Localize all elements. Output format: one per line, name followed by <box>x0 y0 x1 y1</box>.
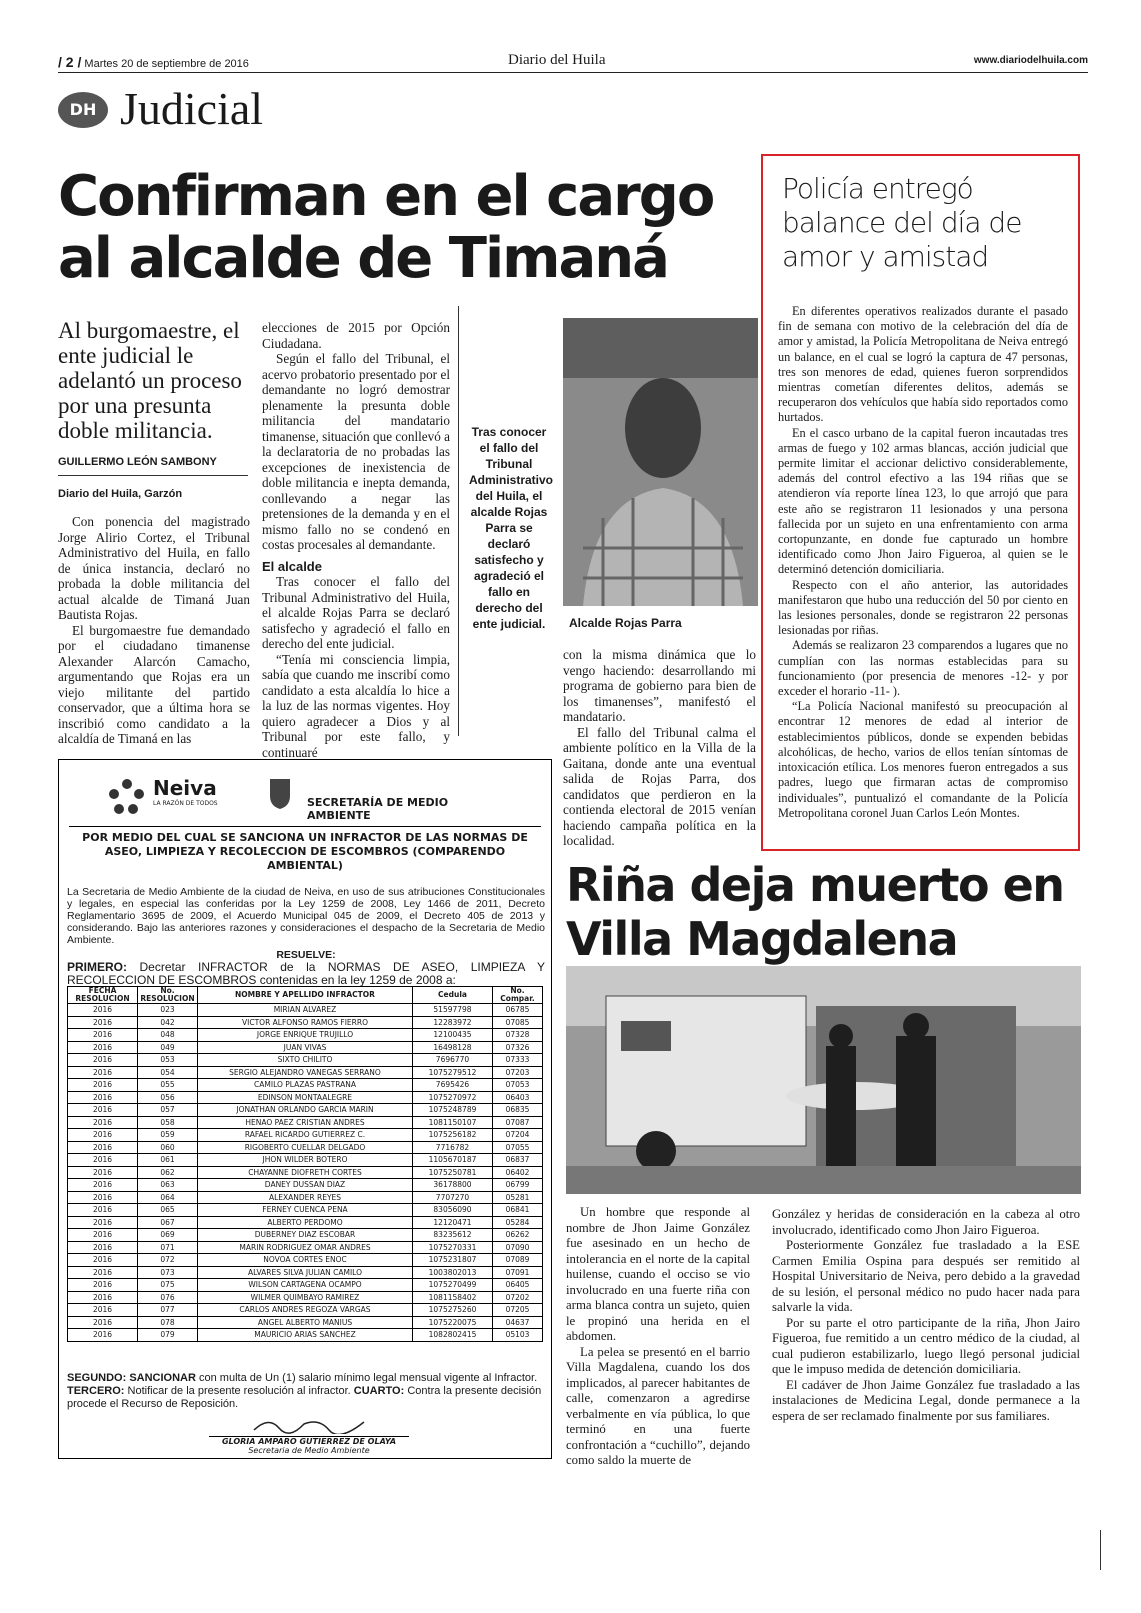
paragraph: El cadáver de Jhon Jaime González fue trasladado a las instalaciones de Medicina Legal, donde permanece a la espera de ser reclamado finalmente por sus familiares. <box>772 1377 1080 1423</box>
table-cell: JUAN VIVAS <box>198 1041 413 1054</box>
intro-text: La Secretaria de Medio Ambiente de la ciudad de Neiva, en uso de sus atribuciones Constitucionales y legales, en especial las conferidas por la Ley 1259 de 2008, Ley 1466 de 2011, Decreto Reglamentario 3695 de 2009, el Acuerdo Municipal 045 de 2009, el Decreto 405 de 2013 y considerando. Bajo las anteriores razones y consideraciones el despacho de la Secretaria de Medio Ambiente. <box>67 886 545 946</box>
table-row <box>68 1154 543 1167</box>
table-row <box>68 1241 543 1254</box>
table-row <box>68 1291 543 1304</box>
rina-column-1 <box>566 1205 750 1469</box>
table-cell: 1105670187 <box>413 1154 493 1167</box>
table-cell: ALEXANDER REYES <box>198 1191 413 1204</box>
table-row <box>68 1329 543 1342</box>
table-cell: DUBERNEY DIAZ ESCOBAR <box>198 1229 413 1242</box>
folio-rule <box>58 72 1088 73</box>
table-cell: 072 <box>138 1254 198 1267</box>
table-cell: 2016 <box>68 1166 138 1179</box>
table-cell: 061 <box>138 1154 198 1167</box>
table-cell: 023 <box>138 1004 198 1017</box>
table-cell: VICTOR ALFONSO RAMOS FIERRO <box>198 1016 413 1029</box>
table-cell: 067 <box>138 1216 198 1229</box>
table-cell: 07326 <box>493 1041 543 1054</box>
table-cell: WILMER QUIMBAYO RAMIREZ <box>198 1291 413 1304</box>
tercero-label: TERCERO: <box>67 1385 125 1397</box>
table-cell: 065 <box>138 1204 198 1217</box>
table-cell: 071 <box>138 1241 198 1254</box>
table-cell: 2016 <box>68 1191 138 1204</box>
table-cell: 1075279512 <box>413 1066 493 1079</box>
table-row <box>68 1116 543 1129</box>
table-cell: 06837 <box>493 1154 543 1167</box>
rina-column-2 <box>772 1207 1080 1424</box>
column-header: FECHA RESOLUCION <box>68 987 138 1004</box>
table-cell: 36178800 <box>413 1179 493 1192</box>
table-cell: 056 <box>138 1091 198 1104</box>
notice-header <box>107 770 507 826</box>
table-cell: 2016 <box>68 1029 138 1042</box>
dateline: Diario del Huila, Garzón <box>58 488 183 500</box>
table-row <box>68 1216 543 1229</box>
table-cell: 2016 <box>68 1054 138 1067</box>
table-cell: 057 <box>138 1104 198 1117</box>
table-cell: 063 <box>138 1179 198 1192</box>
neiva-logo-icon <box>107 776 147 816</box>
table-cell: 058 <box>138 1116 198 1129</box>
page-number: / 2 / <box>58 54 82 70</box>
table-cell: MAURICIO ARIAS SANCHEZ <box>198 1329 413 1342</box>
table-row <box>68 1054 543 1067</box>
signer-title: Secretaria de Medio Ambiente <box>248 1446 370 1455</box>
resuelve-label: RESUELVE: <box>276 949 336 961</box>
table-row <box>68 1266 543 1279</box>
paragraph: González y heridas de consideración en la cabeza al otro involucrado, identificado como Jhon Jairo Figueroa. <box>772 1207 1080 1237</box>
table-cell: 05103 <box>493 1329 543 1342</box>
column-header: NOMBRE Y APELLIDO INFRACTOR <box>198 987 413 1004</box>
table-cell: 077 <box>138 1304 198 1317</box>
paragraph: Respecto con el año anterior, las autoridades manifestaron que hubo una reducción del 50 por ciento en las lesiones personales, donde se registraron 22 personas lesionadas por riñas. <box>778 577 1068 638</box>
table-cell: 7716782 <box>413 1141 493 1154</box>
main-column-2 <box>262 320 450 760</box>
paragraph: En diferentes operativos realizados durante el pasado fin de semana con motivo de la celebración del día de amor y amistad, la Policía Metropolitana de Neiva entregó un balance, en el cual se logró la captura de 47 personas, tres son menores de edad, quienes fueron sorprendidos mientras cometían diferentes delitos, además se recuperaron dos vehículos que había sido reportados como hurtados. <box>778 304 1068 425</box>
paragraph: La pelea se presentó en el barrio Villa Magdalena, cuando los dos implicados, al parecer habitantes de calle, comenzaron a agredirse verbalmente en vía pública, lo que terminó en una fuerte confrontación a “cuchillo”, dejando como saldo la muerte de <box>566 1344 750 1467</box>
table-row <box>68 1166 543 1179</box>
table-cell: 2016 <box>68 1141 138 1154</box>
table-cell: 16498128 <box>413 1041 493 1054</box>
table-cell: 1075248789 <box>413 1104 493 1117</box>
table-cell: 12283972 <box>413 1016 493 1029</box>
table-cell: 06403 <box>493 1091 543 1104</box>
table-cell: 2016 <box>68 1179 138 1192</box>
table-cell: 07089 <box>493 1254 543 1267</box>
primero-text: Decretar INFRACTOR de la NORMAS DE ASEO, LIMPIEZA Y RECOLECCION DE ESCOMBROS contenidas en la ley 1259 de 2008 a: <box>67 960 545 987</box>
department-name: SECRETARÍA DE MEDIO AMBIENTE <box>307 796 449 822</box>
main-column-3 <box>563 647 756 849</box>
notice-intro <box>67 886 545 987</box>
table-cell: ALBERTO PERDOMO <box>198 1216 413 1229</box>
page-edge-mark <box>1100 1530 1101 1570</box>
table-cell: 04637 <box>493 1316 543 1329</box>
table-row <box>68 1091 543 1104</box>
coat-of-arms-icon <box>267 776 293 810</box>
table-cell: 12100435 <box>413 1029 493 1042</box>
table-cell: MIRIAN ALVAREZ <box>198 1004 413 1017</box>
table-cell: 2016 <box>68 1329 138 1342</box>
paragraph: con la misma dinámica que lo vengo haciendo: desarrollando mi programa de gobierno para bien de los timanenses”, manifestó el mandatario. <box>563 647 756 724</box>
segundo-label: SEGUNDO: SANCIONAR <box>67 1372 196 1384</box>
table-cell: 1081158402 <box>413 1291 493 1304</box>
paragraph: Por su parte el otro participante de la riña, Jhon Jairo Figueroa, fue remitido a un centro médico de la ciudad, al cual pudieron estabilizarlo, luego llegó personal judicial que le impuso medida de detención domiciliaria. <box>772 1315 1080 1376</box>
notice-title: POR MEDIO DEL CUAL SE SANCIONA UN INFRACTOR DE LAS NORMAS DE ASEO, LIMPIEZA Y RECOLECCION DE ESCOMBROS (COMPARENDO AMBIENTAL) <box>69 826 541 873</box>
paragraph: Además se realizaron 23 comparendos a lugares que no cumplían con las normas establecidas para su funcionamiento (por presencia de menores -12- y por exceder el horario -11- ). <box>778 638 1068 699</box>
table-cell: JONATHAN ORLANDO GARCIA MARIN <box>198 1104 413 1117</box>
table-cell: 06835 <box>493 1104 543 1117</box>
table-cell: 07333 <box>493 1054 543 1067</box>
paragraph: Un hombre que responde al nombre de Jhon Jaime González fue asesinado en un hecho de intolerancia en el norte de la capital huilense, cuando el occiso se vio involucrado en una fuerte riña con arma blanca contra un sujeto, quien le propinó una herida en el abdomen. <box>566 1205 750 1343</box>
table-cell: 2016 <box>68 1041 138 1054</box>
table-cell: 05284 <box>493 1216 543 1229</box>
table-cell: 053 <box>138 1054 198 1067</box>
table-cell: 1075220075 <box>413 1316 493 1329</box>
table-cell: 07203 <box>493 1066 543 1079</box>
table-cell: 2016 <box>68 1279 138 1292</box>
paragraph: En el casco urbano de la capital fueron incautadas tres armas de fuego y 102 armas blancas, acción judicial que permite limitar el accionar delictivo considerablemente, además del control efectivo a las 194 riñas que se atendieron vía reporte línea 123, lo que arrojó que para este año se registraron 11 lesionados y una persona fallecida por un sujeto en una enfrentamiento con arma cortopunzante, en donde fue capturado un hombre identificado como Jhon Jairo Figueroa, al quien se le determinó detención domiciliaria. <box>778 425 1068 577</box>
paragraph: Con ponencia del magistrado Jorge Alirio Cortez, el Tribunal Administrativo del Huila, en fallo de única instancia, declaró no probada la doble militancia del actual alcalde de Timaná Juan Bautista Rojas. <box>58 514 250 622</box>
table-cell: 078 <box>138 1316 198 1329</box>
table-cell: 07204 <box>493 1129 543 1142</box>
table-cell: 2016 <box>68 1316 138 1329</box>
table-cell: HENAO PAEZ CRISTIAN ANDRES <box>198 1116 413 1129</box>
table-cell: 076 <box>138 1291 198 1304</box>
table-cell: 07091 <box>493 1266 543 1279</box>
signature-block <box>209 1416 409 1455</box>
table-cell: 054 <box>138 1066 198 1079</box>
table-cell: CAMILO PLAZAS PASTRANA <box>198 1079 413 1092</box>
main-headline: Confirman en el cargo al alcalde de Timaná <box>58 164 714 291</box>
page-folio <box>58 52 1088 72</box>
table-cell: 07055 <box>493 1141 543 1154</box>
table-cell: 2016 <box>68 1016 138 1029</box>
table-row <box>68 1229 543 1242</box>
table-cell: 06405 <box>493 1279 543 1292</box>
table-cell: 06262 <box>493 1229 543 1242</box>
table-cell: 2016 <box>68 1204 138 1217</box>
table-cell: SERGIO ALEJANDRO VANEGAS SERRANO <box>198 1066 413 1079</box>
police-headline: Policía entregó balance del día de amor y amistad <box>782 172 1022 273</box>
table-cell: 2016 <box>68 1129 138 1142</box>
table-cell: JORGE ENRIQUE TRUJILLO <box>198 1029 413 1042</box>
table-cell: 042 <box>138 1016 198 1029</box>
table-cell: 2016 <box>68 1216 138 1229</box>
table-cell: 1082802415 <box>413 1329 493 1342</box>
handwritten-signature <box>249 1416 369 1434</box>
table-row <box>68 1004 543 1017</box>
mayor-portrait-image <box>563 318 758 606</box>
table-cell: 2016 <box>68 1266 138 1279</box>
paragraph: elecciones de 2015 por Opción Ciudadana. <box>262 320 450 351</box>
table-row <box>68 1141 543 1154</box>
table-row <box>68 1029 543 1042</box>
table-cell: 073 <box>138 1266 198 1279</box>
table-cell: 07090 <box>493 1241 543 1254</box>
table-cell: 055 <box>138 1079 198 1092</box>
table-cell: ANGEL ALBERTO MANIUS <box>198 1316 413 1329</box>
table-cell: 12120471 <box>413 1216 493 1229</box>
table-cell: 2016 <box>68 1291 138 1304</box>
table-cell: 2016 <box>68 1004 138 1017</box>
table-cell: WILSON CARTAGENA OCAMPO <box>198 1279 413 1292</box>
table-cell: 07053 <box>493 1079 543 1092</box>
notice-footer <box>67 1372 545 1411</box>
table-cell: NOVOA CORTES ENOC <box>198 1254 413 1267</box>
table-row <box>68 1104 543 1117</box>
table-cell: 075 <box>138 1279 198 1292</box>
table-cell: 2016 <box>68 1154 138 1167</box>
paragraph: El burgomaestre fue demandado por el ciudadano timanense Alexander Alarcón Camacho, argumentando que Rojas era un viejo militante del partido conservador, que a última hora se inscribió como candidato a la alcaldía de Timaná en las <box>58 622 250 746</box>
table-cell: 07202 <box>493 1291 543 1304</box>
table-cell: ALVARES SILVA JULIAN CAMILO <box>198 1266 413 1279</box>
table-cell: 51597798 <box>413 1004 493 1017</box>
table-cell: 2016 <box>68 1091 138 1104</box>
table-row <box>68 1304 543 1317</box>
column-header: No. Compar. <box>493 987 543 1004</box>
table-row <box>68 1129 543 1142</box>
paragraph: “Tenía mi consciencia limpia, sabía que cuando me inscribí como candidato a esta alcaldía lo hice a la luz de las normas vigentes. Hoy quiero agradecer a Dios y al Tribunal por este fallo, y continuaré <box>262 651 450 760</box>
table-row <box>68 1041 543 1054</box>
segundo-text: con multa de Un (1) salario mínimo legal mensual vigente al Infractor. <box>199 1372 538 1384</box>
table-cell: 1003802013 <box>413 1266 493 1279</box>
table-cell: RAFAEL RICARDO GUTIERREZ C. <box>198 1129 413 1142</box>
legal-notice <box>58 759 552 1459</box>
table-row <box>68 1279 543 1292</box>
table-cell: 2016 <box>68 1229 138 1242</box>
table-row <box>68 1204 543 1217</box>
masthead: Diario del Huila <box>508 52 606 68</box>
table-cell: 7707270 <box>413 1191 493 1204</box>
table-cell: 059 <box>138 1129 198 1142</box>
subhead: El alcalde <box>262 558 322 574</box>
table-cell: 2016 <box>68 1241 138 1254</box>
paragraph: Tras conocer el fallo del Tribunal Administrativo del Huila, el alcalde Rojas Parra se declaró satisfecho y agradeció el fallo en derecho del ente judicial. <box>262 574 450 651</box>
website-url: www.diariodelhuila.com <box>973 55 1088 66</box>
cuarto-label: CUARTO: <box>353 1385 405 1397</box>
table-cell: 7695426 <box>413 1079 493 1092</box>
table-cell: RIGOBERTO CUELLAR DELGADO <box>198 1141 413 1154</box>
table-cell: 05281 <box>493 1191 543 1204</box>
table-cell: 2016 <box>68 1116 138 1129</box>
main-deck: Al burgomaestre, el ente judicial le adelantó un proceso por una presunta doble militancia. <box>58 318 242 443</box>
table-cell: 7696770 <box>413 1054 493 1067</box>
table-cell: 1075270972 <box>413 1091 493 1104</box>
column-header: Cedula <box>413 987 493 1004</box>
paragraph: El fallo del Tribunal calma el ambiente político en la Villa de la Gaitana, donde ante una eventual salida de Rojas Parra, dos candidatos que perdieron en la contienda electoral de 2015 venían haciendo campaña política en la localidad. <box>563 724 756 848</box>
table-cell: 06785 <box>493 1004 543 1017</box>
column-divider <box>458 306 459 736</box>
table-cell: 1075231807 <box>413 1254 493 1267</box>
table-cell: SIXTO CHILITO <box>198 1054 413 1067</box>
table-cell: 06402 <box>493 1166 543 1179</box>
table-row <box>68 1079 543 1092</box>
table-cell: 060 <box>138 1141 198 1154</box>
column-header: No. RESOLUCION <box>138 987 198 1004</box>
table-cell: 06799 <box>493 1179 543 1192</box>
dh-logo-badge: DH <box>58 92 108 128</box>
table-cell: 079 <box>138 1329 198 1342</box>
table-cell: 07087 <box>493 1116 543 1129</box>
issue-date: Martes 20 de septiembre de 2016 <box>84 58 249 70</box>
infractor-table <box>67 986 543 1342</box>
table-cell: 2016 <box>68 1066 138 1079</box>
table-row <box>68 1191 543 1204</box>
table-cell: 2016 <box>68 1079 138 1092</box>
paragraph: Posteriormente González fue trasladado a la ESE Carmen Emilia Ospina para después ser remitido al Hospital Universitario de Neiva, pero debido a la gravedad de su lesión, el personal médico no pudo hacer nada para salvarle la vida. <box>772 1238 1080 1314</box>
section-title: Judicial <box>120 83 264 134</box>
rina-headline: Riña deja muerto en Villa Magdalena <box>566 858 1064 966</box>
table-cell: 83235612 <box>413 1229 493 1242</box>
table-cell: 1075250781 <box>413 1166 493 1179</box>
table-cell: DANEY DUSSAN DIAZ <box>198 1179 413 1192</box>
crime-scene-photo <box>566 966 1081 1194</box>
table-row <box>68 1179 543 1192</box>
table-cell: 1075270331 <box>413 1241 493 1254</box>
byline: GUILLERMO LEÓN SAMBONY <box>58 456 217 468</box>
table-cell: 2016 <box>68 1104 138 1117</box>
table-cell: MARIN RODRIGUEZ OMAR ANDRES <box>198 1241 413 1254</box>
table-cell: CHAYANNE DIOFRETH CORTES <box>198 1166 413 1179</box>
table-cell: 07205 <box>493 1304 543 1317</box>
cuarto-text: Contra la presente decisión procede el Recurso de Reposición. <box>67 1385 542 1410</box>
table-cell: 048 <box>138 1029 198 1042</box>
table-cell: 83056090 <box>413 1204 493 1217</box>
paragraph: Según el fallo del Tribunal, el acervo probatorio presentado por el demandante no logró demostrar plenamente la presunta doble militancia del mandatario timanense, situación que conllevó a la declaratoria de no probadas las excepciones de inexistencia de doble militancia e inepta demanda, conllevando a negar las pretensiones de la demanda y en el mismo fallo no se condenó en costas procesales al demandante. <box>262 351 450 552</box>
table-row <box>68 1316 543 1329</box>
photo-caption: Alcalde Rojas Parra <box>569 616 682 630</box>
table-cell: 07328 <box>493 1029 543 1042</box>
pull-quote: Tras conocer el fallo del Tribunal Administrativo del Huila, el alcalde Rojas Parra se declaró satisfecho y agradeció el fallo en derecho del ente judicial. <box>469 425 554 631</box>
table-row <box>68 1254 543 1267</box>
table-row <box>68 1016 543 1029</box>
table-cell: 064 <box>138 1191 198 1204</box>
table-cell: 2016 <box>68 1304 138 1317</box>
table-cell: 2016 <box>68 1254 138 1267</box>
neiva-wordmark: Neiva <box>153 776 217 800</box>
tercero-text: Notificar de la presente resolución al infractor. <box>127 1385 351 1397</box>
primero-label: PRIMERO: <box>67 960 127 974</box>
police-body <box>778 304 1068 821</box>
main-column-1 <box>58 514 250 747</box>
table-cell: 049 <box>138 1041 198 1054</box>
table-cell: 062 <box>138 1166 198 1179</box>
table-cell: 1075256182 <box>413 1129 493 1142</box>
mayor-photo <box>563 318 758 606</box>
signer-name: GLORIA AMPARO GUTIERREZ DE OLAYA <box>209 1436 409 1446</box>
ambulance-scene-image <box>566 966 1081 1194</box>
table-cell: 1075275260 <box>413 1304 493 1317</box>
table-cell: EDINSON MONTAALEGRE <box>198 1091 413 1104</box>
table-cell: 069 <box>138 1229 198 1242</box>
table-cell: 1075270499 <box>413 1279 493 1292</box>
table-cell: CARLOS ANDRES REGOZA VARGAS <box>198 1304 413 1317</box>
table-cell: FERNEY CUENCA PENA <box>198 1204 413 1217</box>
table-cell: JHON WILDER BOTERO <box>198 1154 413 1167</box>
table-cell: 1081150107 <box>413 1116 493 1129</box>
table-row <box>68 1066 543 1079</box>
table-cell: 07085 <box>493 1016 543 1029</box>
table-cell: 06841 <box>493 1204 543 1217</box>
paragraph: “La Policía Nacional manifestó su preocupación al encontrar 12 menores de edad al interior de establecimientos públicos, donde se expenden bebidas alcohólicas, de hecho, varios de ellos tenían síntomas de intoxicación etílica. Los menores fueron entregados a sus padres, luego que firmaran actas de compromiso individuales”, puntualizó el comandante de la Policía Metropolitana coronel Juan Carlos León Montes. <box>778 699 1068 820</box>
neiva-tagline: LA RAZÓN DE TODOS <box>153 800 218 807</box>
